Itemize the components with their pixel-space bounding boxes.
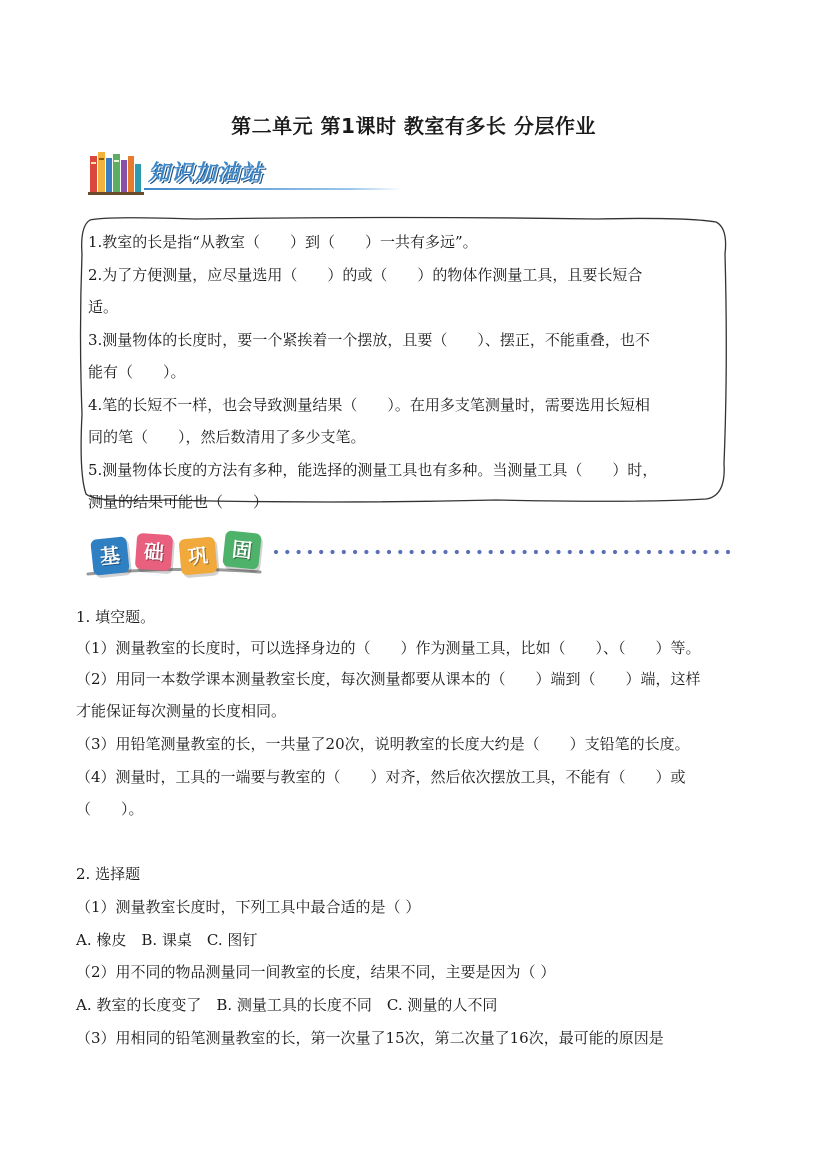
knowledge-line: 适。 [88,298,119,316]
knowledge-line: 2.为了方便测量，应尽量选用（ ）的或（ ）的物体作测量工具，且要长短合 [88,265,643,284]
banner-tile: 基 [90,536,130,576]
options-line: A. 橡皮 B. 课桌 C. 图钉 [76,931,258,949]
page-title: 第二单元 第1课时 教室有多长 分层作业 [231,114,596,138]
question-line: （4）测量时，工具的一端要与教室的（ ）对齐，然后依次摆放工具，不能有（ ）或 [76,768,686,786]
question-line: （ ）。 [76,800,144,818]
banner-underline [144,188,402,190]
question-line: （2）用同一本数学课本测量教室长度，每次测量都要从课本的（ ）端到（ ）端，这样 [76,670,701,688]
question-line: （3）用铅笔测量教室的长，一共量了20次，说明教室的长度大约是（ ）支铅笔的长度。 [76,735,690,753]
knowledge-box [76,214,731,511]
question-line: （1）测量教室长度时，下列工具中最合适的是（ ） [76,898,421,916]
basics-banner [84,524,744,584]
knowledge-list [88,226,716,511]
question-line: （1）测量教室的长度时，可以选择身边的（ ）作为测量工具，比如（ ）、（ ）等。 [76,639,701,657]
knowledge-line: 5.测量物体长度的方法有多种，能选择的测量工具也有多种。当测量工具（ ）时， [88,460,658,479]
banner-tile: 固 [222,530,262,570]
dotted-divider [272,548,742,556]
section-heading-fill: 1. 填空题。 [76,608,156,626]
knowledge-banner-label: 知识加油站 [148,161,264,186]
question-line: 才能保证每次测量的长度相同。 [76,702,287,720]
knowledge-line: 1.教室的长是指“从教室（ ）到（ ）一共有多远”。 [88,233,478,251]
options-line: A. 教室的长度变了 B. 测量工具的长度不同 C. 测量的人不同 [76,996,498,1014]
knowledge-line: 3.测量物体的长度时，要一个紧挨着一个摆放，且要（ ）、摆正，不能重叠，也不 [88,330,650,349]
knowledge-line: 测量的结果可能也（ ） [88,493,269,511]
knowledge-line: 能有（ ）。 [88,363,186,381]
section-heading-choice: 2. 选择题 [76,865,141,883]
knowledge-line: 4.笔的长短不一样，也会导致测量结果（ ）。在用多支笔测量时，需要选用长短相 [88,395,650,414]
knowledge-line: 同的笔（ ），然后数清用了多少支笔。 [88,428,366,446]
banner-tile: 巩 [178,536,217,575]
question-line: （3）用相同的铅笔测量教室的长，第一次量了15次，第二次量了16次，最可能的原因是 [76,1029,664,1047]
books-icon [88,150,144,196]
banner-tile: 础 [135,533,173,571]
knowledge-banner [88,150,318,198]
question-line: （2）用不同的物品测量同一间教室的长度，结果不同，主要是因为（ ） [76,963,556,981]
